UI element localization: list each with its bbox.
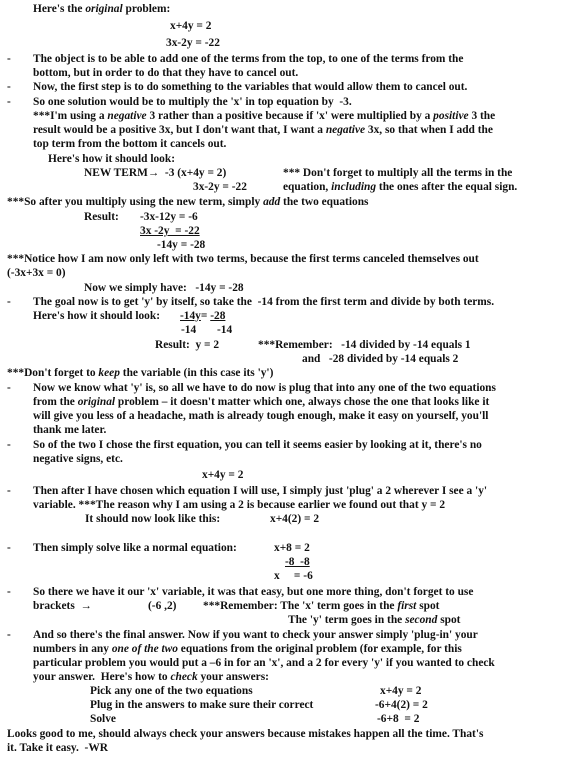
check-step-label: Solve — [90, 713, 116, 725]
note-line: ***Don't forget to keep the variable (in this case its 'y') — [7, 367, 274, 379]
text-line: brackets → — [33, 600, 92, 612]
note-line: and -28 divided by -14 equals 2 — [302, 353, 459, 365]
equation-two: 3x-2y = -22 — [166, 37, 220, 49]
text-line: negative signs, etc. — [33, 453, 123, 465]
new-term-equation: NEW TERM→ -3 (x+4y = 2) — [84, 167, 227, 179]
bullet: - — [7, 586, 11, 598]
text-line: Now we know what 'y' is, so all we have to do now is plug that into any one of the two equations — [33, 382, 496, 394]
note-line: (-3x+3x = 0) — [7, 267, 66, 279]
text-line: The object is to be able to add one of the terms from the top, to one of the terms from the — [33, 53, 464, 65]
text-line: your answer. Here's how to check your answers: — [33, 671, 269, 683]
y-result: Result: y = 2 — [155, 339, 220, 351]
text-line: So of the two I chose the first equation, you can tell it seems easier by looking at it, there's no — [33, 439, 482, 451]
division-numerator: -14y= -28 — [180, 310, 226, 322]
note-line: The 'y' term goes in the second spot — [288, 614, 461, 626]
text-line: will give you less of a headache, math is already tough enough, make it easy on yourself, you'll — [33, 410, 489, 422]
bullet: - — [7, 53, 11, 65]
plugged-equation: x+4(2) = 2 — [270, 513, 320, 525]
solve-row-one: x+8 = 2 — [274, 542, 310, 554]
check-step-label: Pick any one of the two equations — [90, 685, 253, 697]
note-line: equation, including the ones after the equal sign. — [283, 181, 518, 193]
text-line: The goal now is to get 'y' by itself, so take the -14 from the first term and divide by both terms. — [33, 296, 495, 308]
text-line: thank me later. — [33, 424, 107, 436]
text-line: Now we simply have: -14y = -28 — [84, 282, 244, 294]
note-line: ***I'm using a negative 3 rather than a positive because if 'x' were multiplied by a positive 3 the — [33, 110, 496, 122]
bullet: - — [7, 542, 11, 554]
note-line: ***Remember: The 'x' term goes in the first spot — [203, 600, 440, 612]
note-line: ***So after you multiply using the new term, simply add the two equations — [7, 196, 369, 208]
sum-row-two: 3x -2y = -22 — [140, 225, 200, 237]
text-line: So there we have it our 'x' variable, it was that easy, but one more thing, don't forget to use — [33, 586, 474, 598]
solve-result: x = -6 — [274, 570, 313, 582]
text-line: numbers in any one of the two equations from the original problem (for example, for this — [33, 643, 462, 655]
text-line: particular problem you would put a –6 in for an 'x', and a 2 for every 'y' if you wanted to check — [33, 657, 495, 669]
result-label: Result: — [84, 211, 119, 223]
check-step-label: Plug in the answers to make sure their correct — [90, 699, 314, 711]
text-line: It should now look like this: — [85, 513, 221, 525]
text-line: So one solution would be to multiply the 'x' in top equation by -3. — [33, 96, 352, 108]
text-line: variable. ***The reason why I am using a 2 is because earlier we found out that y = 2 — [33, 499, 446, 511]
solve-row-two: -8 -8 — [285, 556, 310, 568]
closing-line: it. Take it easy. -WR — [7, 742, 108, 754]
equation-one: x+4y = 2 — [170, 20, 212, 32]
bullet: - — [7, 296, 11, 308]
check-step-value: -6+8 = 2 — [377, 713, 420, 725]
check-step-value: x+4y = 2 — [380, 685, 422, 697]
bullet: - — [7, 629, 11, 641]
note-line: *** Don't forget to multiply all the terms in the — [283, 167, 513, 179]
bullet: - — [7, 485, 11, 497]
text-line: Now, the first step is to do something to the variables that would allow them to cancel out. — [33, 81, 468, 93]
bullet: - — [7, 382, 11, 394]
note-line: ***Notice how I am now only left with two terms, because the first terms canceled themselves out — [7, 253, 479, 265]
text-line: Then after I have chosen which equation I will use, I simply just 'plug' a 2 wherever I see a 'y' — [33, 485, 488, 497]
final-answer: (-6 ,2) — [148, 600, 177, 612]
equation-two-copy: 3x-2y = -22 — [193, 181, 247, 193]
intro-line: Here's the original problem: — [33, 3, 171, 15]
text-line: Here's how it should look: — [48, 153, 176, 165]
division-denominator: -14 — [181, 324, 197, 336]
note-line: result would be a positive 3x, but I don't want that, I want a negative 3x, so that when I add the — [33, 124, 493, 136]
bullet: - — [7, 96, 11, 108]
bullet: - — [7, 439, 11, 451]
text-line: from the original problem – it doesn't matter which one, always chose the one that looks like it — [33, 396, 490, 408]
division-denominator: -14 — [217, 324, 233, 336]
note-line: top term from the bottom it cancels out. — [33, 138, 227, 150]
sum-result: -14y = -28 — [157, 239, 206, 251]
bullet: - — [7, 81, 11, 93]
text-line: Here's how it should look: — [33, 310, 161, 322]
text-line: Then simply solve like a normal equation: — [33, 542, 237, 554]
check-step-value: -6+4(2) = 2 — [375, 699, 428, 711]
closing-line: Looks good to me, should always check your answers because mistakes happen all the time. That's — [7, 728, 484, 740]
text-line: bottom, but in order to do that they have to cancel out. — [33, 67, 299, 79]
sum-row-one: -3x-12y = -6 — [140, 211, 198, 223]
text-line: And so there's the final answer. Now if you want to check your answer simply 'plug-in' your — [33, 629, 478, 641]
chosen-equation: x+4y = 2 — [202, 469, 244, 481]
note-line: ***Remember: -14 divided by -14 equals 1 — [258, 339, 471, 351]
